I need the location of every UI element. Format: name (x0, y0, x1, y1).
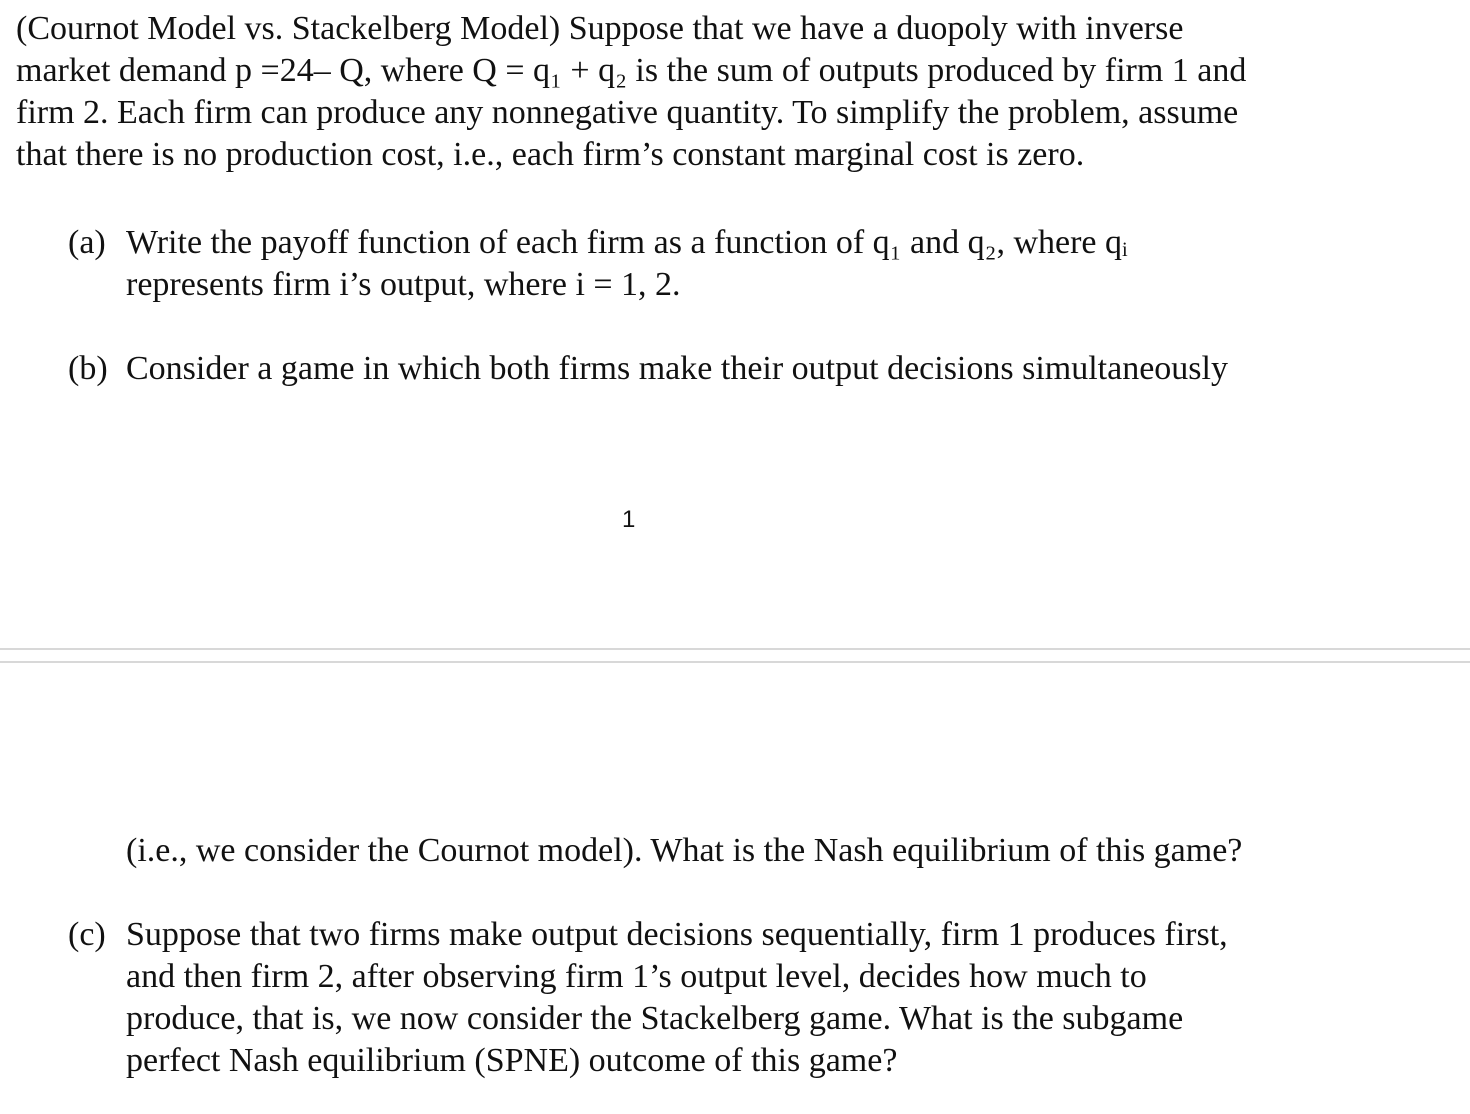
part-c-line: perfect Nash equilibrium (SPNE) outcome of this game? (126, 1042, 898, 1079)
intro-line: market demand p =24– Q, where Q = q₁ + q₂ is the sum of outputs produced by firm 1 and (16, 52, 1247, 89)
intro-line: that there is no production cost, i.e., each firm’s constant marginal cost is zero. (16, 136, 1085, 173)
part-c-line: and then firm 2, after observing firm 1’s output level, decides how much to (126, 958, 1147, 995)
part-a-line: Write the payoff function of each firm as a function of q₁ and q₂, where qᵢ (126, 224, 1128, 261)
part-a-label: (a) (68, 224, 106, 261)
part-b-continuation (68, 830, 1242, 872)
part-b (68, 348, 1228, 390)
part-b-label: (b) (68, 350, 108, 387)
page-divider (0, 661, 1470, 663)
part-c (68, 914, 1228, 1082)
problem-intro (16, 8, 1246, 176)
part-b-line: Consider a game in which both firms make their output decisions simultaneously (126, 350, 1228, 387)
part-a (68, 222, 1128, 306)
part-a-line: represents firm i’s output, where i = 1, 2. (126, 266, 681, 303)
part-c-label: (c) (68, 916, 106, 953)
part-b-line: (i.e., we consider the Cournot model). What is the Nash equilibrium of this game? (126, 832, 1243, 869)
intro-line: firm 2. Each firm can produce any nonnegative quantity. To simplify the problem, assume (16, 94, 1239, 131)
intro-line: (Cournot Model vs. Stackelberg Model) Suppose that we have a duopoly with inverse (16, 10, 1184, 47)
page-divider (0, 648, 1470, 650)
page-number: 1 (622, 506, 636, 533)
part-c-line: produce, that is, we now consider the Stackelberg game. What is the subgame (126, 1000, 1184, 1037)
part-c-line: Suppose that two firms make output decisions sequentially, firm 1 produces first, (126, 916, 1228, 953)
